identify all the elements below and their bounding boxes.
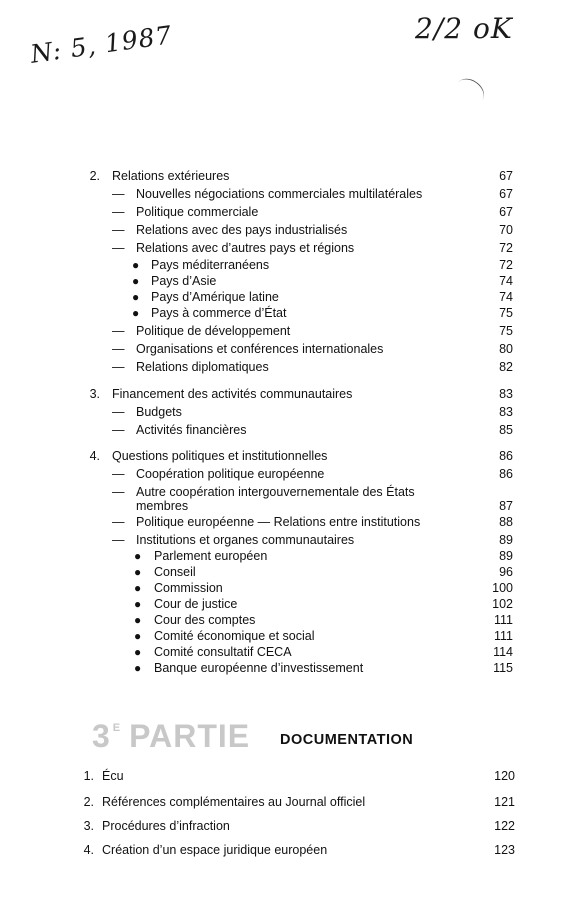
- page-number: 89: [499, 533, 513, 547]
- bullet-marker: ●: [132, 290, 140, 304]
- toc-item: [0, 239, 565, 257]
- page-number: 67: [499, 205, 513, 219]
- page-number: 74: [499, 274, 513, 288]
- dash-marker: —: [112, 187, 125, 201]
- page-number: 86: [499, 449, 513, 463]
- bullet-marker: ●: [134, 629, 142, 643]
- documentation-item: [0, 817, 565, 835]
- item-label: Commission: [154, 581, 223, 595]
- pen-stroke-mark: [451, 73, 489, 109]
- page-number: 82: [499, 360, 513, 374]
- documentation-item: [0, 793, 565, 811]
- bullet-marker: ●: [134, 613, 142, 627]
- item-label: Cour des comptes: [154, 613, 256, 627]
- dash-marker: —: [112, 241, 125, 255]
- bullet-marker: ●: [134, 597, 142, 611]
- page-number: 115: [493, 661, 513, 675]
- item-label: Pays à commerce d’État: [151, 306, 287, 320]
- item-label: Comité économique et social: [154, 629, 315, 643]
- page-number: 111: [493, 613, 513, 627]
- toc-item: [0, 465, 565, 483]
- dash-marker: —: [112, 360, 125, 374]
- page-number: 80: [499, 342, 513, 356]
- toc-item: [0, 221, 565, 239]
- item-label: Procédures d’infraction: [102, 819, 230, 833]
- documentation-item: [0, 767, 565, 785]
- item-label: Cour de justice: [154, 597, 238, 611]
- page-number: 67: [499, 187, 513, 201]
- page-number: 87: [499, 499, 513, 513]
- page-number: 86: [499, 467, 513, 481]
- part-number: 3: [92, 718, 111, 754]
- dash-marker: —: [112, 223, 125, 237]
- toc-item: [0, 358, 565, 376]
- dash-marker: —: [112, 467, 125, 481]
- item-label: Relations diplomatiques: [136, 360, 269, 374]
- page-number: 75: [499, 324, 513, 338]
- section-title: Questions politiques et institutionnelles: [112, 449, 328, 463]
- item-label: Politique commerciale: [136, 205, 259, 219]
- dash-marker: —: [112, 342, 125, 356]
- page-number: 121: [494, 795, 515, 809]
- toc-item: [0, 340, 565, 358]
- item-number: 1.: [83, 769, 94, 783]
- toc-subitem: [0, 304, 565, 322]
- item-label: Autre coopération intergouvernementale des États: [136, 485, 415, 499]
- page-number: 111: [493, 629, 513, 643]
- part-label: [92, 718, 250, 755]
- page-number: 67: [499, 169, 513, 183]
- page-number: 122: [494, 819, 515, 833]
- item-label: Politique européenne — Relations entre institutions: [136, 515, 421, 529]
- page-number: 120: [494, 769, 515, 783]
- page-number: 102: [492, 597, 513, 611]
- item-label: Relations avec d’autres pays et régions: [136, 241, 355, 255]
- item-number: 3.: [83, 819, 94, 833]
- bullet-marker: ●: [132, 306, 140, 320]
- toc-item: [0, 185, 565, 203]
- section-title: Relations extérieures: [112, 169, 230, 183]
- dash-marker: —: [112, 533, 125, 547]
- item-label: Politique de développement: [136, 324, 291, 338]
- page-number: 85: [499, 423, 513, 437]
- bullet-marker: ●: [134, 565, 142, 579]
- page-number: 83: [499, 387, 513, 401]
- toc-item: [0, 421, 565, 439]
- toc-section-2: [0, 167, 565, 185]
- toc-item: [0, 322, 565, 340]
- page-number: 114: [493, 645, 513, 659]
- item-label: Organisations et conférences internationales: [136, 342, 384, 356]
- bullet-marker: ●: [134, 581, 142, 595]
- item-label: Activités financières: [136, 423, 247, 437]
- documentation-item: [0, 841, 565, 859]
- page-number: 96: [499, 565, 513, 579]
- toc-item: [0, 513, 565, 531]
- dash-marker: —: [112, 515, 125, 529]
- bullet-marker: ●: [132, 258, 140, 272]
- part-word: PARTIE: [129, 718, 251, 754]
- dash-marker: —: [112, 485, 125, 499]
- section-number: 2.: [89, 169, 100, 183]
- item-label: Création d’un espace juridique européen: [102, 843, 328, 857]
- section-title: Financement des activités communautaires: [112, 387, 353, 401]
- toc-section-4: [0, 447, 565, 465]
- toc-subitem: [0, 659, 565, 677]
- bullet-marker: ●: [134, 549, 142, 563]
- part-superscript: E: [112, 722, 122, 734]
- item-label: Relations avec des pays industrialisés: [136, 223, 348, 237]
- item-label: Écu: [102, 769, 124, 783]
- dash-marker: —: [112, 205, 125, 219]
- dash-marker: —: [112, 324, 125, 338]
- toc-item: [0, 203, 565, 221]
- bullet-marker: ●: [132, 274, 140, 288]
- item-label: Pays d’Amérique latine: [151, 290, 279, 304]
- part-title: DOCUMENTATION: [280, 732, 414, 748]
- item-label: Institutions et organes communautaires: [136, 533, 355, 547]
- page-number: 74: [499, 290, 513, 304]
- page-number: 83: [499, 405, 513, 419]
- item-label: Nouvelles négociations commerciales multilatérales: [136, 187, 423, 201]
- page-number: 72: [499, 258, 513, 272]
- item-label: Banque européenne d’investissement: [154, 661, 364, 675]
- page-number: 72: [499, 241, 513, 255]
- page-number: 75: [499, 306, 513, 320]
- item-label: Comité consultatif CECA: [154, 645, 292, 659]
- page-number: 88: [499, 515, 513, 529]
- item-label: Conseil: [154, 565, 196, 579]
- item-label: Coopération politique européenne: [136, 467, 325, 481]
- item-label-continued: membres: [136, 499, 189, 513]
- toc-section-3: [0, 385, 565, 403]
- toc-item: [0, 403, 565, 421]
- item-label: Budgets: [136, 405, 182, 419]
- item-label: Références complémentaires au Journal officiel: [102, 795, 366, 809]
- item-label: Parlement européen: [154, 549, 268, 563]
- page-number: 123: [494, 843, 515, 857]
- item-label: Pays d’Asie: [151, 274, 217, 288]
- bullet-marker: ●: [134, 645, 142, 659]
- section-number: 4.: [89, 449, 100, 463]
- page-number: 89: [499, 549, 513, 563]
- item-label: Pays méditerranéens: [151, 258, 270, 272]
- page-number: 70: [499, 223, 513, 237]
- handwritten-reference-note: N: 5, 1987: [28, 20, 175, 69]
- section-number: 3.: [89, 387, 100, 401]
- dash-marker: —: [112, 423, 125, 437]
- item-number: 4.: [83, 843, 94, 857]
- bullet-marker: ●: [134, 661, 142, 675]
- handwritten-check-note: 2/2 oK: [415, 12, 513, 45]
- item-number: 2.: [83, 795, 94, 809]
- page-number: 100: [492, 581, 513, 595]
- dash-marker: —: [112, 405, 125, 419]
